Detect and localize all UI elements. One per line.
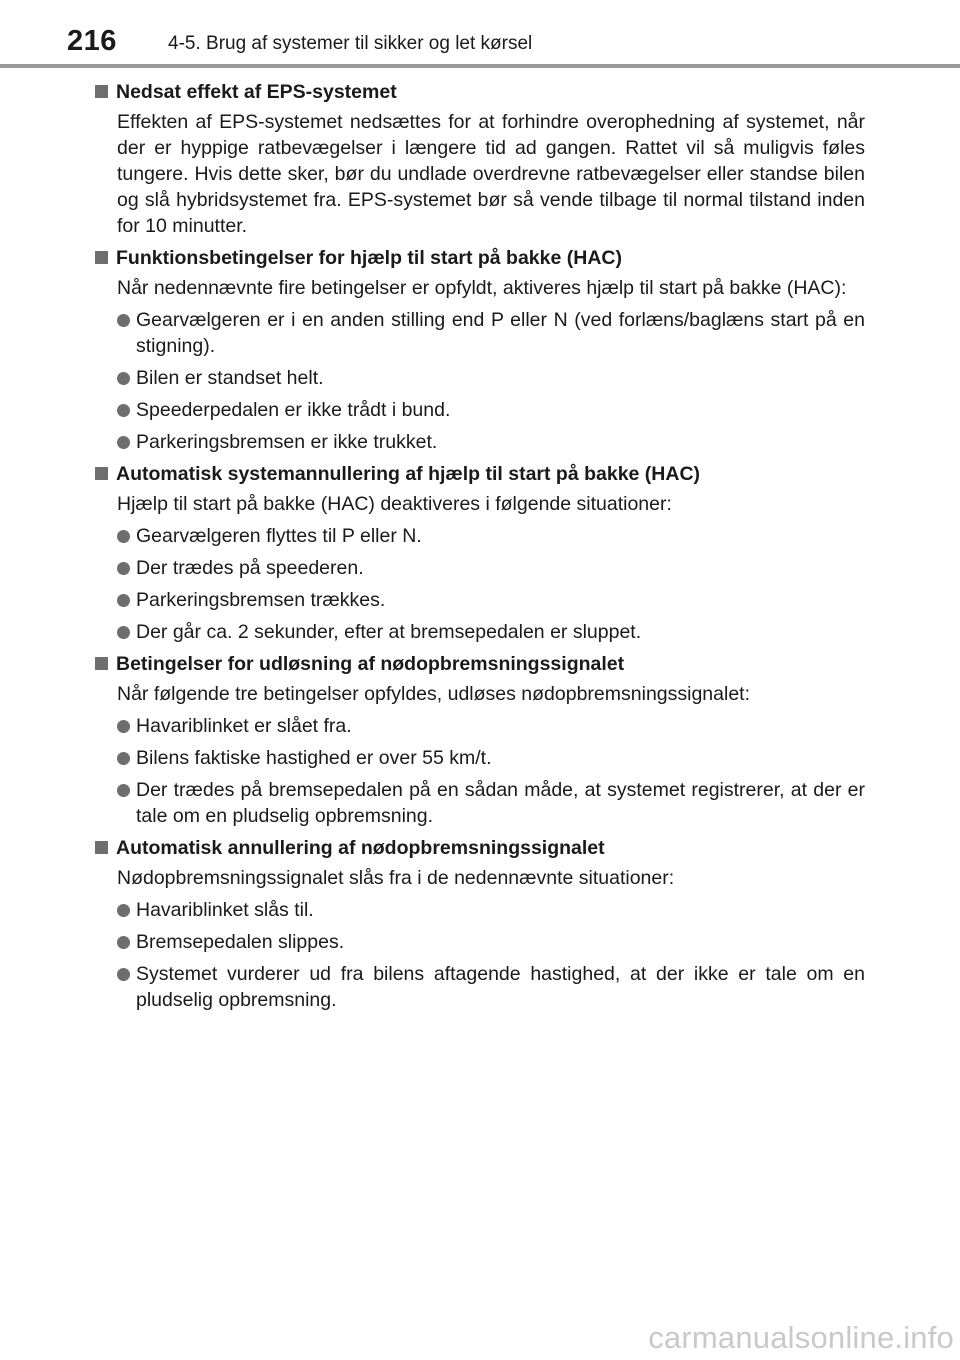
list-item-text: Systemet vurderer ud fra bilens aftagende hastighed, at der ikke er tale om en pludselig opbremsning. <box>136 963 865 1011</box>
circle-bullet-icon <box>117 968 130 981</box>
section-paragraph: Når følgende tre betingelser opfyldes, udløses nødopbremsningssignalet: <box>117 683 751 705</box>
list-item <box>117 397 865 423</box>
section-title-text: Nedsat effekt af EPS-systemet <box>116 81 397 103</box>
section <box>95 461 865 645</box>
list-item <box>117 619 865 645</box>
circle-bullet-icon <box>117 784 130 797</box>
list-item <box>117 777 865 829</box>
section-title-text: Automatisk systemannullering af hjælp til start på bakke (HAC) <box>116 463 701 485</box>
circle-bullet-icon <box>117 314 130 327</box>
list-item <box>117 713 865 739</box>
header-divider <box>0 64 960 68</box>
circle-bullet-icon <box>117 530 130 543</box>
list-item <box>117 307 865 359</box>
chapter-title: 4-5. Brug af systemer til sikker og let kørsel <box>168 33 533 54</box>
section <box>95 245 865 455</box>
list-item-text: Der trædes på speederen. <box>136 557 364 579</box>
list-item <box>117 897 865 923</box>
list-item <box>117 365 865 391</box>
page-number: 216 <box>67 25 117 57</box>
circle-bullet-icon <box>117 562 130 575</box>
section-paragraph: Nødopbremsningssignalet slås fra i de nedennævnte situationer: <box>117 867 675 889</box>
section-title <box>95 651 865 677</box>
list-item <box>117 523 865 549</box>
circle-bullet-icon <box>117 936 130 949</box>
circle-bullet-icon <box>117 436 130 449</box>
circle-bullet-icon <box>117 626 130 639</box>
section <box>95 651 865 829</box>
section-title <box>95 461 865 487</box>
section-title <box>95 79 865 105</box>
section-title-text: Betingelser for udløsning af nødopbremsningssignalet <box>116 653 625 675</box>
list-item-text: Bremsepedalen slippes. <box>136 931 345 953</box>
list-item-text: Bilens faktiske hastighed er over 55 km/t. <box>136 747 492 769</box>
list-item-text: Havariblinket slås til. <box>136 899 314 921</box>
list-item-text: Speederpedalen er ikke trådt i bund. <box>136 399 451 421</box>
square-bullet-icon <box>95 85 108 98</box>
circle-bullet-icon <box>117 904 130 917</box>
list-item-text: Bilen er standset helt. <box>136 367 324 389</box>
list-item-text: Der trædes på bremsepedalen på en sådan måde, at systemet registrerer, at der er tale om en pludselig opbremsning. <box>136 779 865 827</box>
section-paragraph: Hjælp til start på bakke (HAC) deaktiveres i følgende situationer: <box>117 493 672 515</box>
section <box>95 79 865 239</box>
list-item-text: Gearvælgeren er i en anden stilling end P eller N (ved forlæns/baglæns start på en stigning). <box>136 309 865 357</box>
section-title <box>95 245 865 271</box>
list-item-text: Havariblinket er slået fra. <box>136 715 352 737</box>
square-bullet-icon <box>95 467 108 480</box>
watermark: carmanualsonline.info <box>648 1320 954 1355</box>
circle-bullet-icon <box>117 720 130 733</box>
square-bullet-icon <box>95 657 108 670</box>
circle-bullet-icon <box>117 404 130 417</box>
list-item <box>117 429 865 455</box>
section-title <box>95 835 865 861</box>
circle-bullet-icon <box>117 752 130 765</box>
list-item <box>117 555 865 581</box>
page-content <box>95 79 865 1019</box>
square-bullet-icon <box>95 251 108 264</box>
list-item <box>117 929 865 955</box>
circle-bullet-icon <box>117 594 130 607</box>
section <box>95 835 865 1013</box>
list-item-text: Parkeringsbremsen trækkes. <box>136 589 386 611</box>
section-title-text: Funktionsbetingelser for hjælp til start på bakke (HAC) <box>116 247 622 269</box>
list-item-text: Der går ca. 2 sekunder, efter at bremsepedalen er sluppet. <box>136 621 642 643</box>
list-item <box>117 745 865 771</box>
circle-bullet-icon <box>117 372 130 385</box>
section-paragraph: Effekten af EPS-systemet nedsættes for at forhindre overophedning af systemet, når der er hyppige ratbevægelser i længere tid ad gangen. Rattet vil så muligvis føles tungere. Hvis dette sker, bør du undlade overdrevne ratbevægelser eller standse bilen og slå hybridsystemet fra. EPS-systemet bør så vende tilbage til normal tilstand inden for 10 minutter. <box>117 111 865 237</box>
page-header <box>0 0 960 64</box>
section-paragraph: Når nedennævnte fire betingelser er opfyldt, aktiveres hjælp til start på bakke (HAC): <box>117 277 847 299</box>
square-bullet-icon <box>95 841 108 854</box>
list-item <box>117 961 865 1013</box>
section-title-text: Automatisk annullering af nødopbremsningssignalet <box>116 837 605 859</box>
list-item-text: Parkeringsbremsen er ikke trukket. <box>136 431 438 453</box>
list-item <box>117 587 865 613</box>
list-item-text: Gearvælgeren flyttes til P eller N. <box>136 525 422 547</box>
